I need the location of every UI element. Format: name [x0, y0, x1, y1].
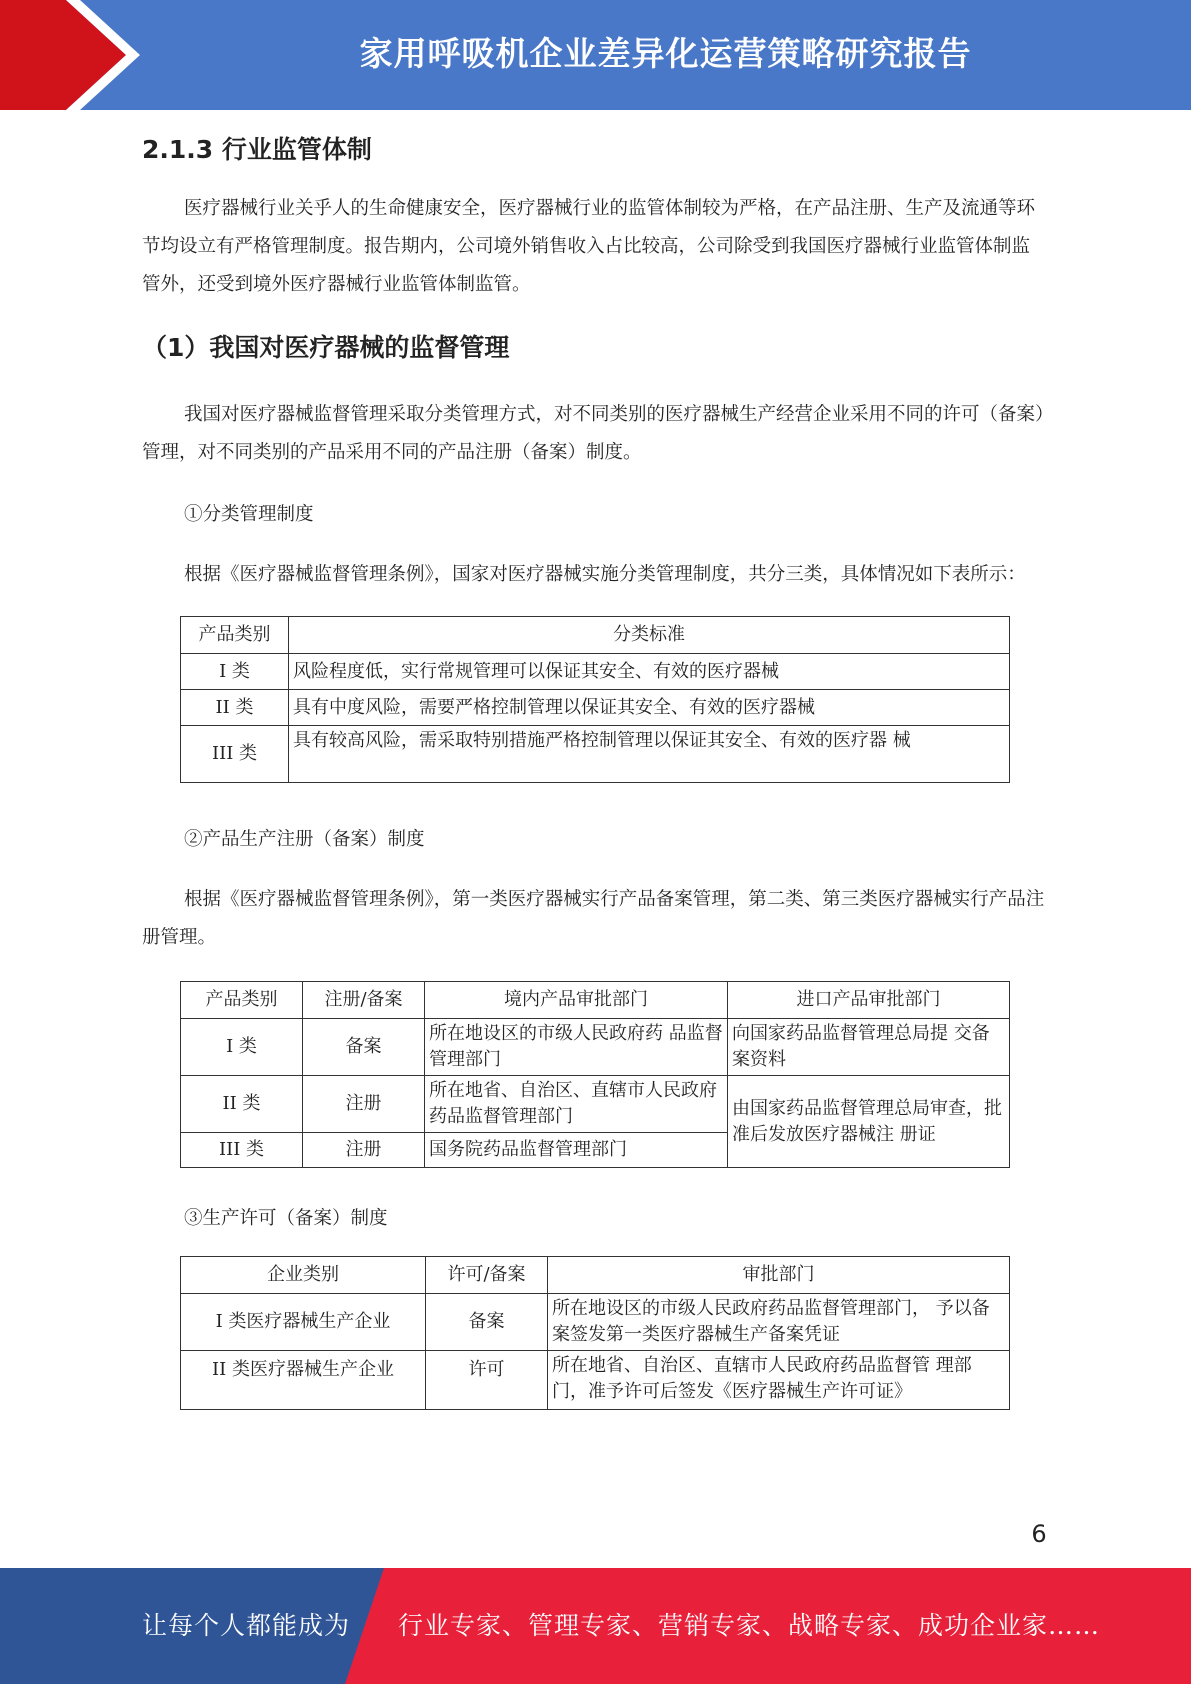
table-header-cell: 分类标准	[289, 617, 1010, 654]
table-cell: I 类	[181, 654, 289, 690]
paragraph-classification-overview: 我国对医疗器械监督管理采取分类管理方式，对不同类别的医疗器械生产经营企业采用不同的许可（备案）管理，对不同类别的产品采用不同的产品注册（备案）制度。	[142, 404, 1045, 463]
table-cell: 所在地设区的市级人民政府药品监督管理部门， 予以备案签发第一类医疗器械生产备案凭证	[548, 1294, 1010, 1351]
license-table	[180, 1256, 1010, 1410]
footer-slogan-left: 让每个人都能成为	[142, 1611, 351, 1640]
table-cell: 由国家药品监督管理总局审查，批准后发放医疗器械注 册证	[728, 1076, 1010, 1168]
table-cell: III 类	[181, 1133, 303, 1168]
item-classification-system: ①分类管理制度	[184, 504, 314, 525]
table-cell: 具有较高风险，需采取特别措施严格控制管理以保证其安全、有效的医疗器 械	[289, 726, 1010, 783]
table-header-cell: 境内产品审批部门	[425, 982, 728, 1019]
header-arrow-decoration	[0, 0, 150, 110]
page-header	[0, 0, 1191, 110]
paragraph-registration-regulation: 根据《医疗器械监督管理条例》，第一类医疗器械实行产品备案管理，第二类、第三类医疗器械实行产品注册管理。	[142, 889, 1045, 948]
table-cell: II 类	[181, 690, 289, 726]
page-number: 6	[1031, 1520, 1047, 1548]
table-cell: 许可	[426, 1351, 548, 1410]
table-cell: II 类医疗器械生产企业	[181, 1351, 426, 1410]
table-cell: I 类	[181, 1019, 303, 1076]
footer-slogan-right: 行业专家、管理专家、营销专家、战略专家、成功企业家……	[398, 1611, 1101, 1640]
table-cell: 注册	[303, 1076, 425, 1133]
table-cell: 备案	[426, 1294, 548, 1351]
item-product-registration: ②产品生产注册（备案）制度	[184, 829, 425, 850]
table-header-row	[181, 617, 1010, 654]
table-cell: 国务院药品监督管理部门	[425, 1133, 728, 1168]
page-footer	[0, 1568, 1191, 1684]
paragraph-classification-regulation: 根据《医疗器械监督管理条例》，国家对医疗器械实施分类管理制度，共分三类，具体情况如下表所示：	[184, 564, 1026, 585]
table-header-cell: 审批部门	[548, 1257, 1010, 1294]
item-production-license: ③生产许可（备案）制度	[184, 1208, 388, 1229]
report-title: 家用呼吸机企业差异化运营策略研究报告	[359, 34, 972, 73]
table-header-cell: 进口产品审批部门	[728, 982, 1010, 1019]
table-row	[181, 1076, 1010, 1133]
section-heading: 2.1.3 行业监管体制	[142, 135, 372, 164]
table-cell: 所在地设区的市级人民政府药 品监督管理部门	[425, 1019, 728, 1076]
table-cell: 所在地省、自治区、直辖市人民政府药品监督管 理部门，准予许可后签发《医疗器械生产许可证》	[548, 1351, 1010, 1410]
table-cell: 注册	[303, 1133, 425, 1168]
table-cell: I 类医疗器械生产企业	[181, 1294, 426, 1351]
table-header-cell: 企业类别	[181, 1257, 426, 1294]
table-header-cell: 产品类别	[181, 617, 289, 654]
table-row	[181, 1351, 1010, 1410]
table-cell: 所在地省、自治区、直辖市人民政府药品监督管理部门	[425, 1076, 728, 1133]
subsection-heading: （1）我国对医疗器械的监督管理	[142, 333, 510, 362]
table-row	[181, 1019, 1010, 1076]
table-cell: II 类	[181, 1076, 303, 1133]
intro-paragraph: 医疗器械行业关乎人的生命健康安全，医疗器械行业的监管体制较为严格，在产品注册、生产及流通等环节均设立有严格管理制度。报告期内，公司境外销售收入占比较高，公司除受到我国医疗器械行业监管体制监管外，还受到境外医疗器械行业监管体制监管。	[142, 198, 1036, 295]
table-row	[181, 690, 1010, 726]
table-header-row	[181, 1257, 1010, 1294]
main-content	[142, 128, 1046, 1402]
table-header-cell: 注册/备案	[303, 982, 425, 1019]
table-header-cell: 产品类别	[181, 982, 303, 1019]
classification-table	[180, 616, 1010, 783]
table-header-cell: 许可/备案	[426, 1257, 548, 1294]
table-cell: 风险程度低，实行常规管理可以保证其安全、有效的医疗器械	[289, 654, 1010, 690]
table-row	[181, 654, 1010, 690]
table-cell: 向国家药品监督管理总局提 交备案资料	[728, 1019, 1010, 1076]
table-row	[181, 1294, 1010, 1351]
table-cell: III 类	[181, 726, 289, 783]
table-cell: 具有中度风险，需要严格控制管理以保证其安全、有效的医疗器械	[289, 690, 1010, 726]
table-cell: 备案	[303, 1019, 425, 1076]
registration-table	[180, 981, 1010, 1168]
table-row	[181, 726, 1010, 783]
license-table-clip	[142, 1256, 1046, 1402]
table-header-row	[181, 982, 1010, 1019]
